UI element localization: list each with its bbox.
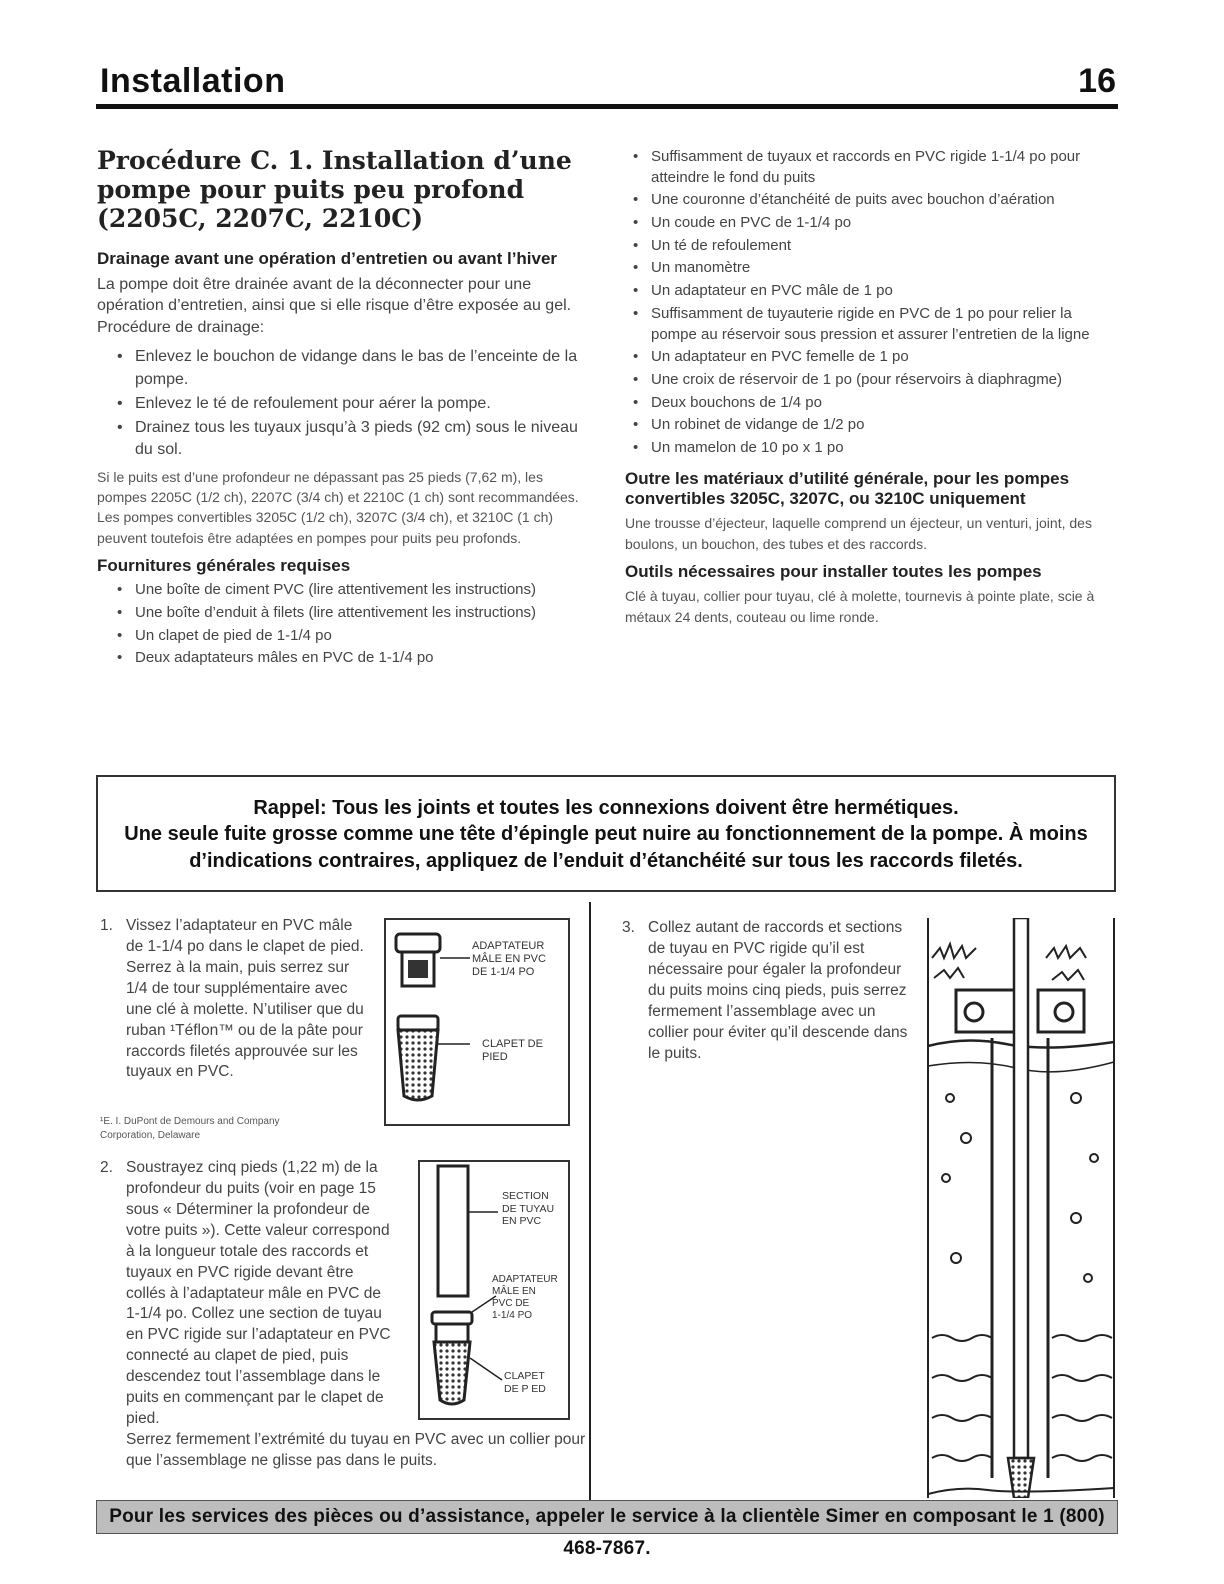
- label-line: PIED: [482, 1051, 508, 1064]
- label-line: EN PVC: [502, 1215, 542, 1228]
- tools-heading: Outils nécessaires pour installer toutes les pompes: [625, 562, 1042, 581]
- list-item: • Un manomètre: [633, 258, 1120, 279]
- label-line: DE 1-1/4 PO: [472, 966, 535, 979]
- step-text-continued: Serrez fermement l’extrémité du tuyau en PVC avec un collier pour que l’assemblage ne glisse pas dans le puits.: [126, 1430, 586, 1469]
- list-item: • Un adaptateur en PVC femelle de 1 po: [633, 347, 1120, 368]
- list-item: • Enlevez le bouchon de vidange dans le bas de l’enceinte de la pompe.: [117, 346, 587, 390]
- supplies-list-continued: [625, 147, 1120, 459]
- step-number: 1.: [100, 917, 113, 934]
- list-item: • Une couronne d’étanchéité de puits avec bouchon d’aération: [633, 190, 1120, 211]
- list-item: • Un coude en PVC de 1-1/4 po: [633, 213, 1120, 234]
- list-item: • Deux bouchons de 1/4 po: [633, 393, 1120, 414]
- label-line: CLAPET: [504, 1370, 545, 1382]
- adapter-label: [492, 1274, 558, 1322]
- list-item: • Deux adaptateurs mâles en PVC de 1-1/4 po: [117, 648, 587, 669]
- label-line: MÂLE EN PVC: [472, 953, 546, 966]
- drain-paragraph: La pompe doit être drainée avant de la déconnecter pour une opération d’entretien, ainsi que si elle risque d’être exposée au gel. Procédure de drainage:: [97, 275, 572, 336]
- footnote: [100, 1115, 360, 1142]
- step-number: 3.: [622, 919, 635, 936]
- well-cross-section-svg: [926, 918, 1116, 1498]
- list-item: • Une boîte d’enduit à filets (lire attentivement les instructions): [117, 603, 587, 624]
- supplies-heading: Fournitures générales requises: [97, 556, 351, 575]
- list-item: • Un robinet de vidange de 1/2 po: [633, 415, 1120, 436]
- drain-list: [97, 346, 587, 460]
- well-illustration: [926, 918, 1116, 1498]
- list-item: • Un té de refoulement: [633, 236, 1120, 257]
- reminder-box: [96, 775, 1116, 892]
- step-text: Vissez l’adaptateur en PVC mâle de 1-1/4 po dans le clapet de pied. Serrez à la main, puis serrez sur 1/4 de tour supplémentaire avec une clé à molette. N’utiliser que du ruban ¹Téflon™ ou de la pâte pour raccords filetés approuvée sur les tuyaux en PVC.: [126, 917, 364, 1081]
- label-line: ADAPTATEUR: [472, 940, 545, 952]
- reminder-line-1: Rappel: Tous les joints et toutes les connexions doivent être hermétiques.: [253, 797, 959, 819]
- label-line: PVC DE: [492, 1298, 530, 1309]
- list-item: • Suffisamment de tuyauterie rigide en PVC de 1 po pour relier la pompe au réservoir sous pression et assurer l’entretien de la ligne: [633, 304, 1120, 345]
- depth-paragraph: Si le puits est d’une profondeur ne dépassant pas 25 pieds (7,62 m), les pompes 2205C (1/2 ch), 2207C (3/4 ch) et 2210C (1 ch) sont recommandées. Les pompes convertibles 3205C (1/2 ch), 3207C (3/4 ch), et 3210C (1 ch) peuvent toutefois être adaptées en pompes pour puits peu profonds.: [97, 468, 579, 546]
- list-item: • Un clapet de pied de 1-1/4 po: [117, 626, 587, 647]
- list-item: • Une croix de réservoir de 1 po (pour réservoirs à diaphragme): [633, 370, 1120, 391]
- list-item: • Enlevez le té de refoulement pour aérer la pompe.: [117, 393, 587, 415]
- step-text: Soustrayez cinq pieds (1,22 m) de la profondeur du puits (voir en page 15 sous « Déterminer la profondeur de votre puits »). Cette valeur correspond à la longueur totale des raccords et tuyaux en PVC rigide devant être collés à l’adaptateur mâle en PVC de 1-1/4 po. Collez une section de tuyau en PVC rigide sur l’adaptateur en PVC connecté au clapet de pied, puis descendez tout l’assemblage dans le puits en commençant par le clapet de pied.: [126, 1159, 391, 1428]
- label-line: MÂLE EN: [492, 1286, 536, 1297]
- reminder-line-3: d’indications contraires, appliquez de l’enduit d’étanchéité sur tous les raccords filetés.: [189, 849, 1023, 872]
- pipe-label: [502, 1190, 554, 1228]
- list-item: • Un mamelon de 10 po x 1 po: [633, 438, 1120, 459]
- page-title: Installation: [100, 62, 286, 100]
- figure-adapter-valve: [384, 918, 570, 1126]
- tools-paragraph: Clé à tuyau, collier pour tuyau, clé à molette, tournevis à pointe plate, scie à métaux 24 dents, couteau ou lime ronde.: [625, 588, 1095, 625]
- left-column: [97, 147, 587, 675]
- drain-heading: Drainage avant une opération d’entretien ou avant l’hiver: [97, 249, 558, 269]
- step-1: [100, 916, 370, 1083]
- list-item: • Suffisamment de tuyaux et raccords en PVC rigide 1-1/4 po pour atteindre le fond du puits: [633, 147, 1120, 188]
- convertible-paragraph: Une trousse d’éjecteur, laquelle comprend un éjecteur, un venturi, joint, des boulons, un bouchon, des tubes et des raccords.: [625, 515, 1092, 552]
- right-column: [625, 147, 1120, 635]
- reminder-line-2: Une seule fuite grosse comme une tête d’épingle peut nuire au fonctionnement de la pompe. À moins: [124, 823, 1088, 846]
- step-3: [622, 918, 908, 1064]
- footnote-line: ¹E. I. DuPont de Demours and Company: [100, 1116, 280, 1127]
- valve-label: [504, 1370, 546, 1395]
- label-line: 1-1/4 PO: [492, 1310, 533, 1321]
- figure-pipe-assembly: [418, 1160, 570, 1420]
- label-line: DE TUYAU: [502, 1202, 555, 1215]
- label-line: DE P ED: [504, 1382, 546, 1395]
- label-line: CLAPET DE: [482, 1038, 543, 1050]
- list-item: • Un adaptateur en PVC mâle de 1 po: [633, 281, 1120, 302]
- footer-service-bar: Pour les services des pièces ou d’assistance, appeler le service à la clientèle Simer en composant le 1 (800) 468-7867.: [96, 1500, 1118, 1534]
- procedure-title: Procédure C. 1. Installation d’une pompe pour puits peu profond (2205C, 2207C, 2210C): [97, 146, 572, 233]
- adapter-label: [472, 940, 546, 980]
- step-number: 2.: [100, 1159, 113, 1176]
- column-divider: [589, 902, 591, 1500]
- page-number: 16: [1078, 62, 1116, 100]
- list-item: • Une boîte de ciment PVC (lire attentivement les instructions): [117, 580, 587, 601]
- convertible-heading: Outre les matériaux d’utilité générale, pour les pompes convertibles 3205C, 3207C, ou 3210C uniquement: [625, 468, 1070, 509]
- supplies-list: [97, 580, 587, 669]
- footnote-line: Corporation, Delaware: [100, 1129, 201, 1141]
- valve-label: [482, 1038, 543, 1064]
- step-text: Collez autant de raccords et sections de tuyau en PVC rigide qu’il est nécessaire pour égaler la profondeur du puits moins cinq pieds, puis serrez fermement l’assemblage avec un collier pour éviter qu’il descende dans le puits.: [648, 919, 908, 1062]
- list-item: • Drainez tous les tuyaux jusqu’à 3 pieds (92 cm) sous le niveau du sol.: [117, 417, 587, 461]
- header-rule: [96, 104, 1118, 109]
- label-line: SECTION: [502, 1190, 549, 1202]
- label-line: ADAPTATEUR: [492, 1274, 558, 1285]
